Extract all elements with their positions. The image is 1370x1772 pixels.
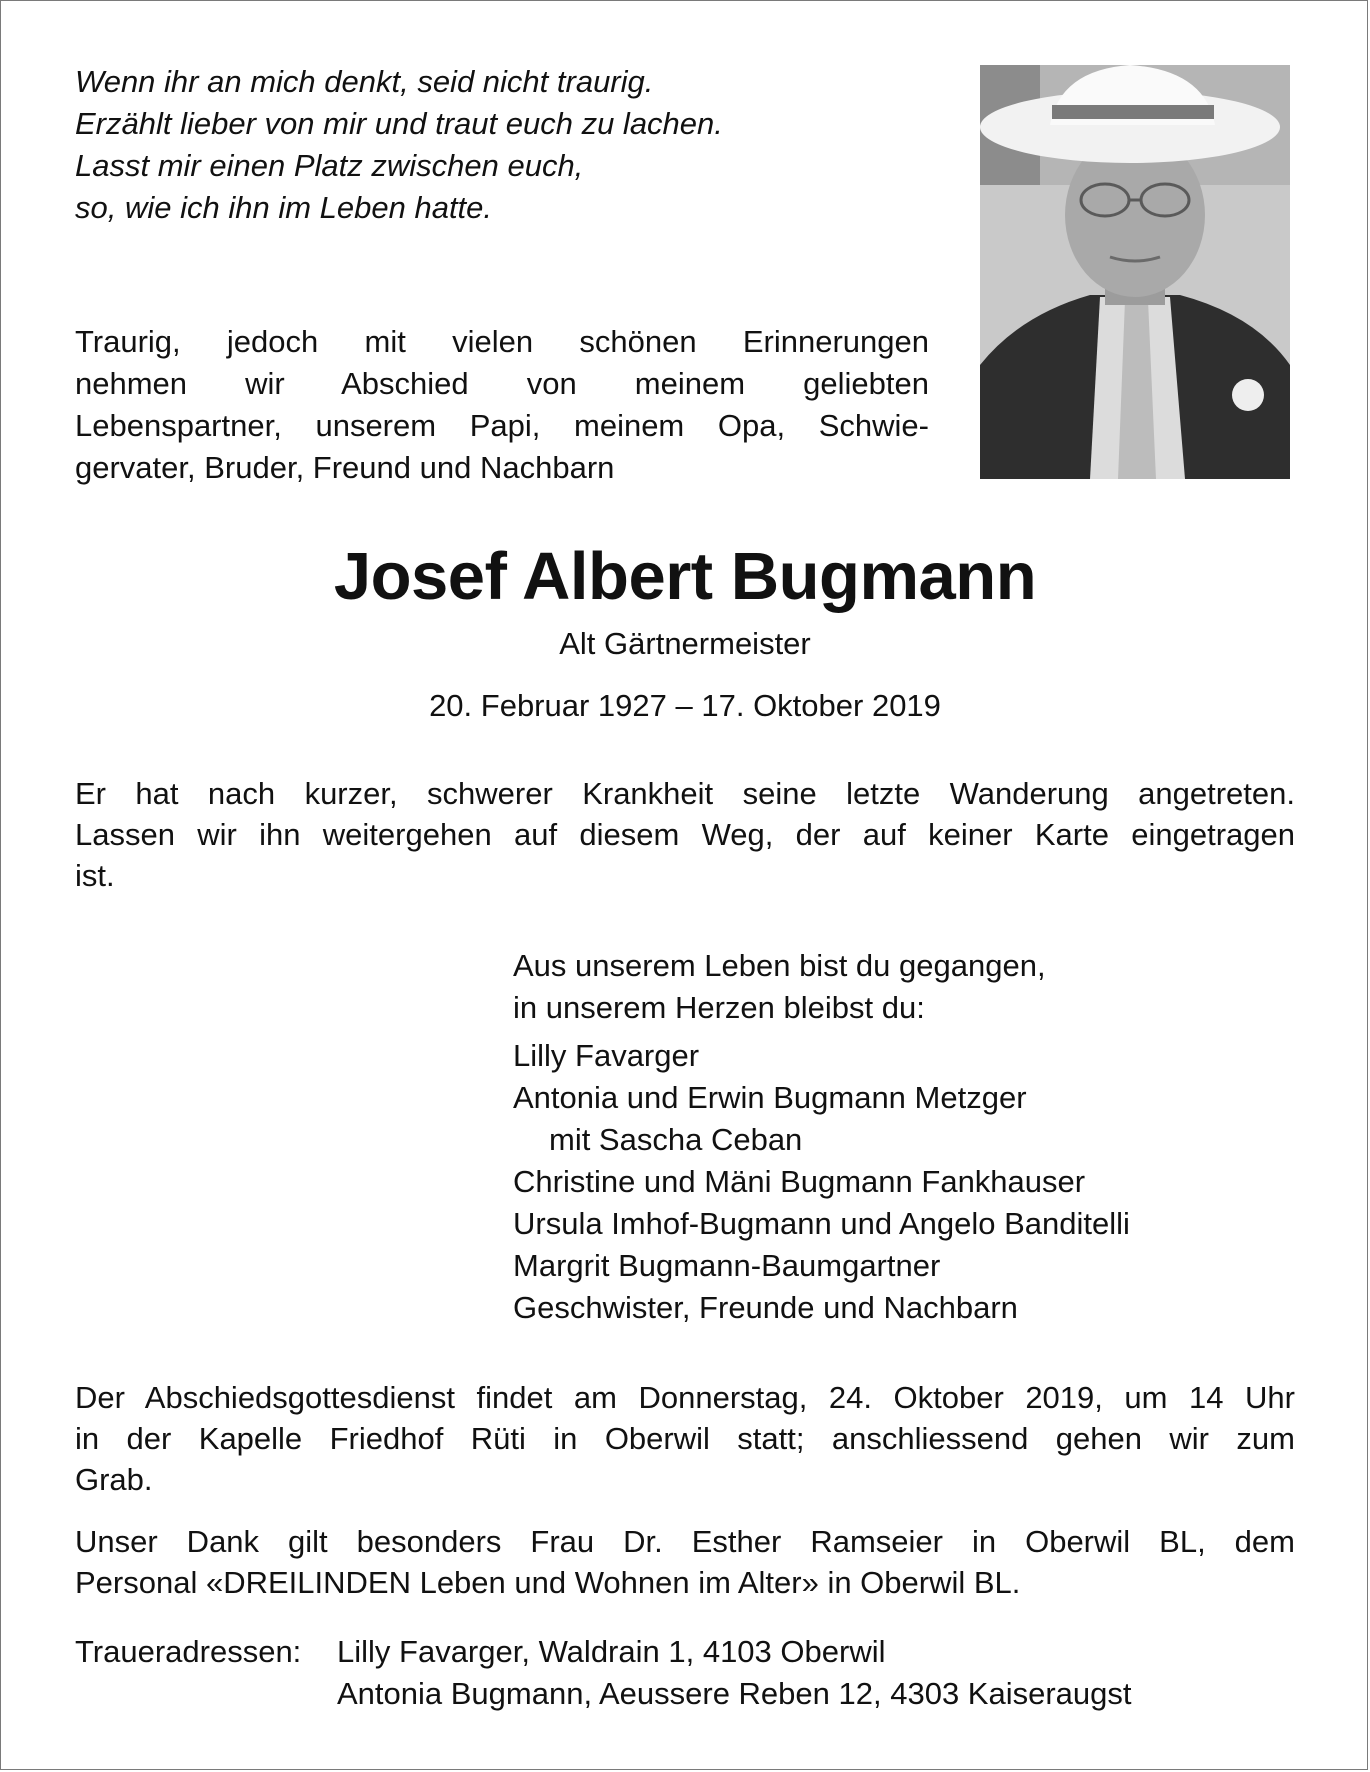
portrait-photo xyxy=(980,65,1290,479)
address-line: Lilly Favarger, Waldrain 1, 4103 Oberwil xyxy=(337,1634,886,1669)
mourning-addresses xyxy=(75,1631,1132,1715)
life-dates: 20. Februar 1927 – 17. Oktober 2019 xyxy=(429,688,941,723)
paragraph-line: Unser Dank gilt besonders Frau Dr. Esther Ramseier in Oberwil BL, dem xyxy=(75,1524,1295,1559)
paragraph-line: Der Abschiedsgottesdienst findet am Donnerstag, 24. Oktober 2019, um 14 Uhr xyxy=(75,1380,1295,1415)
poem xyxy=(75,61,723,229)
intro-line: nehmen wir Abschied von meinem geliebten xyxy=(75,366,929,401)
mourners-motto xyxy=(513,945,1130,1029)
deceased-occupation: Alt Gärtnermeister xyxy=(559,626,811,661)
paragraph-line: Lassen wir ihn weitergehen auf diesem Weg, der auf keiner Karte eingetragen xyxy=(75,817,1295,852)
poem-line: so, wie ich ihn im Leben hatte. xyxy=(75,190,493,225)
motto-line: Aus unserem Leben bist du gegangen, xyxy=(513,948,1046,983)
paragraph-line: in der Kapelle Friedhof Rüti in Oberwil statt; anschliessend gehen wir zum xyxy=(75,1421,1295,1456)
intro-line: Lebenspartner, unserem Papi, meinem Opa, Schwie- xyxy=(75,408,929,443)
address-line: Antonia Bugmann, Aeussere Reben 12, 4303 Kaiseraugst xyxy=(337,1676,1132,1711)
poem-line: Wenn ihr an mich denkt, seid nicht traurig. xyxy=(75,64,654,99)
deceased-name: Josef Albert Bugmann xyxy=(333,539,1037,614)
mourner-name: Geschwister, Freunde und Nachbarn xyxy=(513,1290,1018,1325)
mourner-name: Antonia und Erwin Bugmann Metzger xyxy=(513,1080,1027,1115)
portrait-illustration xyxy=(980,65,1290,479)
intro-text xyxy=(75,321,929,489)
paragraph-line: Personal «DREILINDEN Leben und Wohnen im Alter» in Oberwil BL. xyxy=(75,1565,1021,1600)
poem-line: Lasst mir einen Platz zwischen euch, xyxy=(75,148,584,183)
mourner-name: Lilly Favarger xyxy=(513,1038,700,1073)
address-row xyxy=(75,1673,1132,1715)
mourner-name: Christine und Mäni Bugmann Fankhauser xyxy=(513,1164,1086,1199)
thanks-paragraph xyxy=(75,1521,1295,1603)
service-paragraph xyxy=(75,1377,1295,1500)
paragraph-line: Grab. xyxy=(75,1462,153,1497)
mourner-name: Ursula Imhof-Bugmann und Angelo Banditelli xyxy=(513,1206,1130,1241)
addresses-label: Traueradressen: xyxy=(75,1634,302,1669)
paragraph-line: Er hat nach kurzer, schwerer Krankheit seine letzte Wanderung angetreten. xyxy=(75,776,1295,811)
poem-line: Erzählt lieber von mir und traut euch zu lachen. xyxy=(75,106,723,141)
motto-line: in unserem Herzen bleibst du: xyxy=(513,990,925,1025)
wanderung-paragraph xyxy=(75,773,1295,896)
intro-line: Traurig, jedoch mit vielen schönen Erinnerungen xyxy=(75,324,929,359)
paragraph-line: ist. xyxy=(75,858,115,893)
mourner-name: Margrit Bugmann-Baumgartner xyxy=(513,1248,941,1283)
intro-line: gervater, Bruder, Freund und Nachbarn xyxy=(75,450,615,485)
mourners-block xyxy=(513,945,1130,1329)
addresses-label-spacer xyxy=(75,1673,337,1715)
mourner-name: mit Sascha Ceban xyxy=(549,1122,803,1157)
address-row xyxy=(75,1631,1132,1673)
